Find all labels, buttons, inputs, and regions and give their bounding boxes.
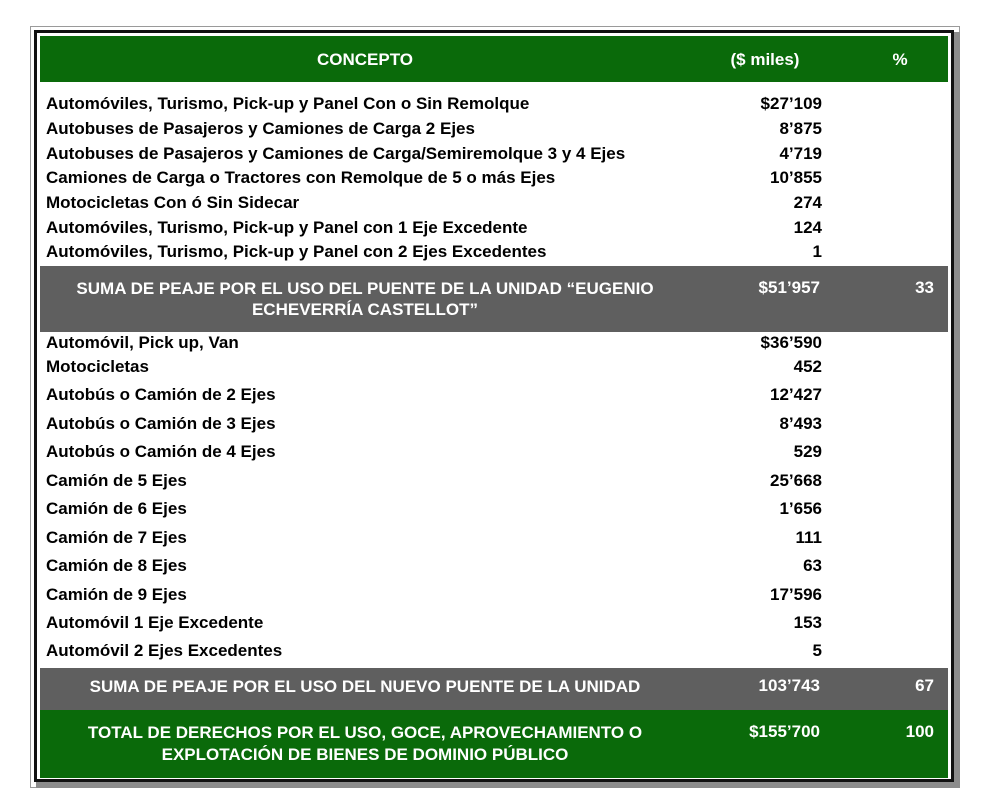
table-header (40, 36, 948, 82)
row-label: Motocicletas Con ó Sin Sidecar (46, 193, 300, 212)
table-row (46, 499, 822, 523)
row-label: Autobuses de Pasajeros y Camiones de Carga 2 Ejes (46, 119, 475, 138)
header-miles: ($ miles) (730, 50, 800, 69)
row-label: Camión de 6 Ejes (46, 499, 187, 518)
total-label-line1: TOTAL DE DERECHOS POR EL USO, GOCE, APROVECHAMIENTO O (87, 723, 643, 742)
row-label: Automóvil, Pick up, Van (46, 333, 239, 352)
subtotal-label-line1: SUMA DE PEAJE POR EL USO DEL PUENTE DE LA UNIDAD “EUGENIO (76, 279, 654, 298)
row-value: 111 (795, 528, 822, 547)
row-value: 529 (793, 442, 822, 461)
row-label: Camión de 8 Ejes (46, 556, 187, 575)
row-label: Camión de 5 Ejes (46, 471, 187, 490)
table-row (46, 585, 822, 609)
subtotal-label-line2: ECHEVERRÍA CASTELLOT” (251, 300, 479, 319)
row-value: 153 (793, 613, 822, 632)
row-label: Automóvil 1 Eje Excedente (46, 613, 264, 632)
row-value: 274 (793, 193, 822, 212)
table-row (46, 357, 822, 381)
table-row (46, 193, 822, 217)
row-value: 452 (793, 357, 822, 376)
row-label: Camiones de Carga o Tractores con Remolque de 5 o más Ejes (46, 168, 556, 187)
row-value: 12’427 (770, 385, 822, 404)
row-value: 63 (803, 556, 822, 575)
table-row (46, 613, 822, 637)
table-row (46, 119, 822, 143)
row-label: Automóvil 2 Ejes Excedentes (46, 641, 283, 660)
total-row (40, 710, 948, 778)
row-value: $36’590 (760, 333, 822, 352)
subtotal-percent: 33 (915, 278, 934, 297)
total-value: $155’700 (749, 722, 820, 741)
header-percent: % (892, 50, 908, 69)
row-value: 8’875 (779, 119, 822, 138)
row-label: Autobuses de Pasajeros y Camiones de Carga/Semiremolque 3 y 4 Ejes (46, 144, 626, 163)
row-value: 10’855 (770, 168, 822, 187)
frame-shadow-bottom (36, 782, 960, 788)
total-percent: 100 (905, 722, 934, 741)
row-value: 124 (793, 218, 822, 237)
table-row (46, 333, 822, 357)
row-value: 17’596 (770, 585, 822, 604)
table-row (46, 414, 822, 438)
row-value: $27’109 (760, 94, 822, 113)
table-row (46, 94, 822, 118)
subtotal-row-eugenio (40, 266, 948, 332)
table-row (46, 556, 822, 580)
table-row (46, 218, 822, 242)
table-row (46, 385, 822, 409)
row-label: Camión de 7 Ejes (46, 528, 187, 547)
row-label: Autobús o Camión de 4 Ejes (46, 442, 276, 461)
row-label: Motocicletas (46, 357, 149, 376)
table-row (46, 168, 822, 192)
table-row (46, 442, 822, 466)
row-value: 1 (812, 242, 822, 261)
row-label: Camión de 9 Ejes (46, 585, 187, 604)
subtotal-row-nuevo-puente (40, 668, 948, 710)
table-row (46, 641, 822, 665)
subtotal-value: 103’743 (758, 676, 820, 695)
row-label: Automóviles, Turismo, Pick-up y Panel Con o Sin Remolque (46, 94, 530, 113)
table-row (46, 144, 822, 168)
row-value: 5 (812, 641, 822, 660)
row-value: 4’719 (779, 144, 822, 163)
row-value: 1’656 (779, 499, 822, 518)
subtotal-percent: 67 (915, 676, 934, 695)
total-label-line2: EXPLOTACIÓN DE BIENES DE DOMINIO PÚBLICO (161, 745, 569, 764)
subtotal-label: SUMA DE PEAJE POR EL USO DEL NUEVO PUENTE DE LA UNIDAD (89, 677, 641, 696)
table-row (46, 528, 822, 552)
row-label: Autobús o Camión de 2 Ejes (46, 385, 276, 404)
subtotal-value: $51’957 (758, 278, 820, 297)
row-label: Automóviles, Turismo, Pick-up y Panel con 2 Ejes Excedentes (46, 242, 547, 261)
frame-shadow-right (954, 32, 960, 788)
row-label: Automóviles, Turismo, Pick-up y Panel con 1 Eje Excedente (46, 218, 528, 237)
table-row (46, 471, 822, 495)
row-label: Autobús o Camión de 3 Ejes (46, 414, 276, 433)
table-row (46, 242, 822, 266)
header-concepto: CONCEPTO (316, 50, 414, 69)
row-value: 25’668 (770, 471, 822, 490)
row-value: 8’493 (779, 414, 822, 433)
